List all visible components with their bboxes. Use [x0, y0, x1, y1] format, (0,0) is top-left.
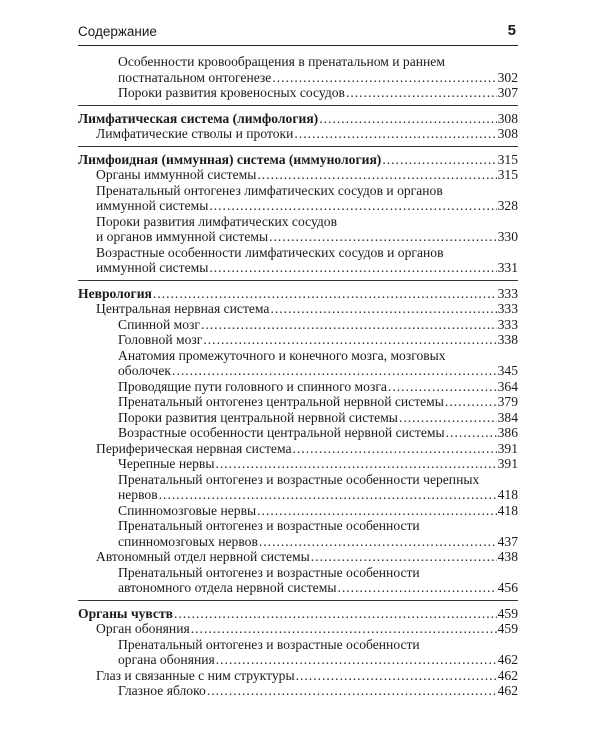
toc-page-number: 438	[497, 549, 518, 564]
toc-page-number: 333	[497, 301, 518, 316]
dot-leader	[215, 456, 496, 472]
toc-page-number: 391	[497, 440, 518, 456]
toc-entry[interactable]	[78, 348, 518, 379]
header-title: Содержание	[78, 24, 157, 39]
dot-leader	[311, 549, 497, 565]
dot-leader	[257, 167, 496, 183]
toc-entry-text-line: Пренатальный онтогенез и возрастные особенности черепных	[118, 471, 480, 487]
toc-page-number: 386	[497, 425, 518, 440]
toc-entry[interactable]	[78, 637, 518, 668]
toc-page-number: 459	[497, 621, 518, 636]
toc-page-number: 331	[497, 260, 518, 275]
toc-entry[interactable]	[78, 214, 518, 245]
dot-leader	[294, 126, 496, 142]
toc-entry[interactable]	[78, 472, 518, 503]
toc-entry[interactable]	[78, 518, 518, 549]
toc-page-number: 462	[497, 652, 518, 667]
toc-entry-text-line: Пренатальный онтогенез лимфатических сосудов и органов	[96, 182, 443, 198]
toc-entry-title: оболочек	[118, 363, 172, 378]
toc-page-number: 364	[497, 378, 518, 394]
dot-leader	[159, 487, 497, 503]
toc-entry[interactable]	[78, 85, 518, 101]
toc-page-number: 307	[497, 85, 518, 100]
section-divider	[78, 146, 518, 147]
section-divider	[78, 600, 518, 601]
toc-page-number: 418	[497, 502, 518, 518]
dot-leader	[257, 503, 496, 519]
dot-leader	[399, 410, 497, 426]
toc-entry[interactable]	[78, 565, 518, 596]
dot-leader	[209, 260, 496, 276]
dot-leader	[293, 441, 497, 457]
dot-leader	[191, 621, 497, 637]
toc-entry[interactable]	[78, 183, 518, 214]
toc-entry[interactable]	[78, 549, 518, 565]
toc-page-number: 308	[497, 110, 518, 126]
page-number: 5	[507, 22, 516, 39]
toc-entry-text-line: Особенности кровообращения в пренатальном и раннем	[118, 54, 445, 69]
toc-entry-text-line: Пороки развития лимфатических сосудов	[96, 213, 338, 229]
toc-entry[interactable]	[78, 54, 518, 85]
toc-entry-text-line: Пренатальный онтогенез и возрастные особенности	[118, 518, 420, 533]
toc-entry-text-line: Пренатальный онтогенез и возрастные особенности	[118, 636, 420, 652]
toc-entry-title: Периферическая нервная система	[96, 440, 292, 456]
toc-entry[interactable]	[78, 152, 518, 168]
toc-entry[interactable]	[78, 410, 518, 426]
toc-entry-title: Глаз и связанные с ним структуры	[96, 667, 295, 683]
dot-leader	[270, 301, 496, 317]
toc-entry-title: Центральная нервная система	[96, 301, 270, 316]
toc-entry-title: нервов	[118, 487, 158, 502]
toc-entry[interactable]	[78, 317, 518, 333]
toc-entry[interactable]	[78, 621, 518, 637]
dot-leader	[209, 198, 496, 214]
toc-page-number: 384	[497, 409, 518, 425]
toc-entry-title: Спинной мозг	[118, 316, 200, 332]
toc-page-number: 462	[497, 683, 518, 698]
dot-leader	[259, 534, 497, 550]
dot-leader	[201, 317, 497, 333]
toc-entry[interactable]	[78, 245, 518, 276]
toc-page-number: 315	[497, 151, 518, 167]
toc-entry[interactable]	[78, 301, 518, 317]
dot-leader	[296, 668, 497, 684]
toc-entry-title: Возрастные особенности центральной нервной системы	[118, 425, 445, 440]
dot-leader	[272, 70, 496, 86]
toc-entry-title: и органов иммунной системы	[96, 229, 269, 244]
toc-entry-text-line: Анатомия промежуточного и конечного мозга, мозговых	[118, 347, 446, 363]
toc-entry-title: постнатальном онтогенезе	[118, 69, 272, 85]
toc-entry-title: иммунной системы	[96, 198, 209, 213]
toc-entry[interactable]	[78, 126, 518, 142]
toc-entry-title: Орган обоняния	[96, 621, 190, 636]
toc-entry-title: Проводящие пути головного и спинного мозга	[118, 378, 387, 394]
toc-entry[interactable]	[78, 606, 518, 622]
toc-entry-title: Спинномозговые нервы	[118, 502, 257, 518]
toc-entry-title: Пренатальный онтогенез центральной нервной системы	[118, 394, 444, 409]
toc-entry-title: Глазное яблоко	[118, 683, 206, 698]
dot-leader	[446, 425, 497, 441]
toc-entry-title: Лимфоидная (иммунная) система (иммунология)	[78, 151, 382, 167]
section-divider	[78, 280, 518, 281]
toc-entry[interactable]	[78, 394, 518, 410]
toc-page-number: 456	[497, 580, 518, 595]
toc-entry[interactable]	[78, 441, 518, 457]
dot-leader	[269, 229, 496, 245]
dot-leader	[346, 85, 497, 101]
toc-entry-title: автономного отдела нервной системы	[118, 580, 337, 595]
toc-entry[interactable]	[78, 683, 518, 699]
toc-page-number: 308	[497, 126, 518, 141]
table-of-contents	[78, 54, 518, 699]
toc-page-number: 330	[497, 229, 518, 244]
toc-entry-title: Лимфатические стволы и протоки	[96, 126, 294, 141]
dot-leader	[207, 683, 497, 699]
dot-leader	[174, 606, 497, 622]
toc-entry[interactable]	[78, 503, 518, 519]
toc-entry-title: Черепные нервы	[118, 456, 215, 471]
toc-entry-title: Пороки развития центральной нервной системы	[118, 409, 398, 425]
dot-leader	[382, 152, 496, 168]
toc-entry[interactable]	[78, 425, 518, 441]
toc-page-number: 391	[497, 456, 518, 471]
toc-entry-title: Лимфатическая система (лимфология)	[78, 110, 319, 126]
toc-page-number: 459	[497, 605, 518, 621]
toc-entry[interactable]	[78, 111, 518, 127]
toc-page-number: 345	[497, 363, 518, 378]
toc-entry-title: Органы иммунной системы	[96, 167, 257, 182]
toc-page-number: 462	[497, 667, 518, 683]
toc-entry-title: иммунной системы	[96, 260, 209, 275]
toc-entry[interactable]	[78, 379, 518, 395]
toc-entry-title: Пороки развития кровеносных сосудов	[118, 85, 345, 100]
toc-page-number: 328	[497, 198, 518, 213]
toc-page-number: 333	[497, 285, 518, 301]
toc-entry-title: Головной мозг	[118, 332, 203, 347]
toc-page-number: 315	[497, 167, 518, 182]
dot-leader	[172, 363, 497, 379]
toc-entry-title: Неврология	[78, 285, 152, 301]
toc-entry[interactable]	[78, 286, 518, 302]
dot-leader	[445, 394, 497, 410]
toc-entry[interactable]	[78, 332, 518, 348]
toc-entry[interactable]	[78, 167, 518, 183]
toc-entry[interactable]	[78, 456, 518, 472]
toc-page-number: 302	[497, 69, 518, 85]
toc-page-number: 379	[497, 394, 518, 409]
dot-leader	[153, 286, 497, 302]
toc-entry-title: Органы чувств	[78, 605, 173, 621]
section-divider	[78, 105, 518, 106]
toc-entry-title: спинномозговых нервов	[118, 533, 258, 549]
dot-leader	[388, 379, 497, 395]
toc-page-number: 333	[497, 316, 518, 332]
toc-entry[interactable]	[78, 668, 518, 684]
toc-page-number: 437	[497, 533, 518, 549]
toc-page-number: 418	[497, 487, 518, 502]
toc-entry-text-line: Возрастные особенности лимфатических сосудов и органов	[96, 244, 444, 260]
dot-leader	[337, 580, 496, 596]
dot-leader	[203, 332, 496, 348]
dot-leader	[216, 652, 497, 668]
dot-leader	[319, 111, 496, 127]
toc-page-number: 338	[497, 332, 518, 347]
running-header	[78, 23, 518, 46]
toc-entry-title: органа обоняния	[118, 652, 215, 667]
toc-entry-text-line: Пренатальный онтогенез и возрастные особенности	[118, 564, 420, 580]
toc-entry-title: Автономный отдел нервной системы	[96, 549, 310, 564]
